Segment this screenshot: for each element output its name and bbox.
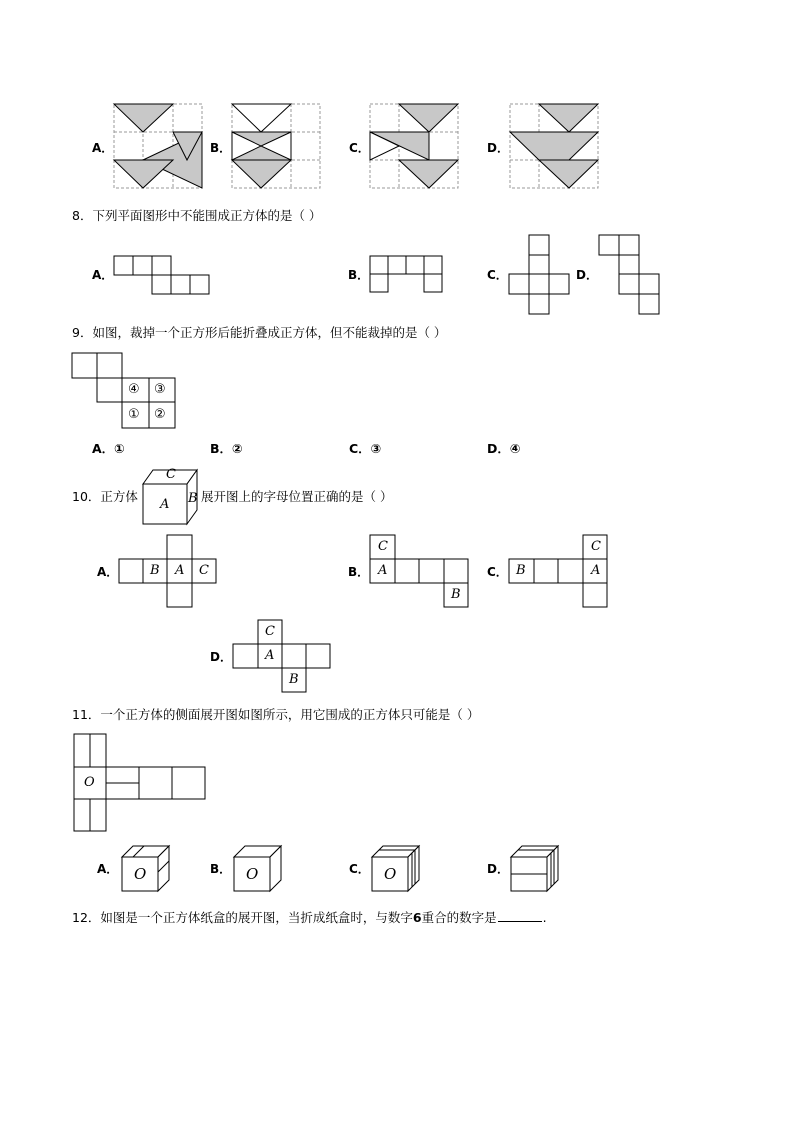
q10-net-c-letter: B [516, 563, 526, 578]
q7-option-c-label[interactable]: C． [349, 141, 370, 155]
q10-option-d-label[interactable]: D． [210, 650, 232, 664]
q10-net-a-letter: B [150, 563, 160, 578]
q11-cube-d [511, 846, 558, 891]
q8-option-a-label[interactable]: A． [92, 268, 114, 282]
q10-net-b-letter: A [378, 563, 388, 578]
q8-option-c-label[interactable]: C． [487, 268, 508, 282]
q10-option-c-label[interactable]: C． [487, 565, 508, 579]
q10-stem-cube-side-letter: B [188, 491, 198, 506]
q11-option-a-label[interactable]: A． [97, 862, 119, 876]
q10-option-a-label[interactable]: A． [97, 565, 119, 579]
q11-net-letter: O [84, 775, 95, 790]
q9-choice-b[interactable]: B．② [210, 441, 243, 456]
q9-mark-1: ① [128, 407, 140, 422]
q9-choice-a[interactable]: A．① [92, 441, 125, 456]
q10-net-a-letter: C [199, 563, 209, 578]
q11-cube-b-letter: O [246, 865, 259, 883]
q11-option-b-label[interactable]: B． [210, 862, 232, 876]
q12-stem-number: 6 [412, 910, 422, 925]
q9-stem: 9．如图，裁掉一个正方形后能折叠成正方体，但不能裁掉的是（ ） [72, 325, 447, 340]
q8-option-b-label[interactable]: B． [348, 268, 370, 282]
q10-net-c-letter: A [591, 563, 601, 578]
q12-answer-blank[interactable] [498, 909, 542, 922]
q7-option-d-label[interactable]: D． [487, 141, 509, 155]
q7-option-a-label[interactable]: A． [92, 141, 114, 155]
q10-stem-cube-front-letter: A [160, 497, 170, 512]
q11-option-d-label[interactable]: D． [487, 862, 509, 876]
q8-stem: 8．下列平面图形中不能围成正方体的是（ ） [72, 208, 322, 223]
q11-option-c-label[interactable]: C． [349, 862, 370, 876]
q10-stem-prefix: 10．正方体 [72, 489, 138, 504]
q10-net-a-letter: A [175, 563, 185, 578]
q7-option-b-label[interactable]: B． [210, 141, 232, 155]
q10-net-d-letter: A [265, 648, 275, 663]
q10-stem-suffix: 展开图上的字母位置正确的是（ ） [201, 489, 393, 504]
q12-stem-prefix: 12．如图是一个正方体纸盒的展开图，当折成纸盒时，与数字 [72, 910, 413, 925]
q10-net-b-letter: B [451, 587, 461, 602]
q10-net-b-letter: C [378, 539, 388, 554]
q9-choice-d[interactable]: D．④ [487, 441, 521, 456]
q10-stem-cube-top-letter: C [166, 467, 176, 482]
q12-stem [72, 909, 547, 926]
q10-net-c-letter: C [591, 539, 601, 554]
q9-mark-2: ② [154, 407, 166, 422]
q10-net-d-letter: B [289, 672, 299, 687]
q11-cube-c-letter: O [384, 865, 397, 883]
q11-cube-a-letter: O [134, 865, 147, 883]
q12-stem-suffix: 重合的数字是 [421, 910, 497, 925]
q9-mark-3: ③ [154, 382, 166, 397]
q10-option-b-label[interactable]: B． [348, 565, 370, 579]
q9-choice-c[interactable]: C．③ [349, 441, 382, 456]
q9-mark-4: ④ [128, 382, 140, 397]
q8-option-d-label[interactable]: D． [576, 268, 598, 282]
q10-net-d-letter: C [265, 624, 275, 639]
q11-stem: 11．一个正方体的侧面展开图如图所示，用它围成的正方体只可能是（ ） [72, 707, 480, 722]
q12-stem-end: . [542, 910, 547, 925]
